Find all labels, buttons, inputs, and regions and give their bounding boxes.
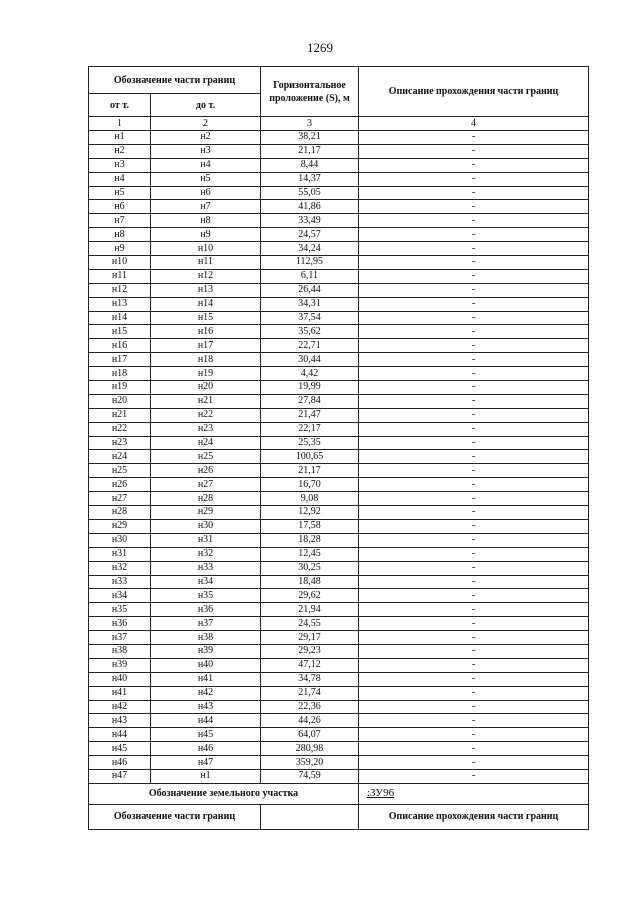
table-row [89, 728, 589, 742]
point-from: н14 [89, 311, 151, 325]
table-row [89, 325, 589, 339]
table-row [89, 478, 589, 492]
point-from: н30 [89, 533, 151, 547]
point-to: н27 [151, 478, 261, 492]
horizontal-distance: 41,86 [261, 200, 359, 214]
horizontal-distance: 29,23 [261, 644, 359, 658]
point-from: н22 [89, 422, 151, 436]
table-row [89, 533, 589, 547]
horizontal-distance: 112,95 [261, 256, 359, 270]
point-from: н33 [89, 575, 151, 589]
table-row [89, 381, 589, 395]
horizontal-distance: 25,35 [261, 436, 359, 450]
description: - [359, 478, 589, 492]
table-row [89, 186, 589, 200]
point-from: н13 [89, 297, 151, 311]
horizontal-distance: 47,12 [261, 658, 359, 672]
header-from: от т. [89, 94, 151, 117]
description: - [359, 131, 589, 145]
description: - [359, 283, 589, 297]
point-to: н19 [151, 367, 261, 381]
point-from: н24 [89, 450, 151, 464]
point-from: н31 [89, 547, 151, 561]
table-row [89, 172, 589, 186]
horizontal-distance: 21,74 [261, 686, 359, 700]
horizontal-distance: 12,92 [261, 506, 359, 520]
horizontal-distance: 16,70 [261, 478, 359, 492]
point-to: н7 [151, 200, 261, 214]
description: - [359, 256, 589, 270]
table-row [89, 144, 589, 158]
point-from: н39 [89, 658, 151, 672]
point-to: н10 [151, 242, 261, 256]
point-from: н20 [89, 394, 151, 408]
description: - [359, 658, 589, 672]
column-number: 1 [89, 117, 151, 131]
point-to: н45 [151, 728, 261, 742]
description: - [359, 450, 589, 464]
table-row [89, 575, 589, 589]
description: - [359, 408, 589, 422]
point-from: н28 [89, 506, 151, 520]
table-row [89, 158, 589, 172]
table-row [89, 464, 589, 478]
point-from: н15 [89, 325, 151, 339]
horizontal-distance: 34,24 [261, 242, 359, 256]
description: - [359, 533, 589, 547]
horizontal-distance: 38,21 [261, 131, 359, 145]
description: - [359, 325, 589, 339]
footer-description-label: Описание прохождения части границ [359, 804, 589, 829]
point-to: н24 [151, 436, 261, 450]
boundary-table [88, 66, 589, 830]
point-to: н37 [151, 617, 261, 631]
point-to: н34 [151, 575, 261, 589]
horizontal-distance: 30,44 [261, 353, 359, 367]
table-row [89, 367, 589, 381]
description: - [359, 644, 589, 658]
table-row [89, 589, 589, 603]
page-number: 1269 [307, 40, 333, 55]
description: - [359, 242, 589, 256]
horizontal-distance: 17,58 [261, 519, 359, 533]
horizontal-distance: 22,36 [261, 700, 359, 714]
point-from: н36 [89, 617, 151, 631]
point-to: н42 [151, 686, 261, 700]
point-to: н17 [151, 339, 261, 353]
point-to: н4 [151, 158, 261, 172]
horizontal-distance: 9,08 [261, 492, 359, 506]
horizontal-distance: 29,17 [261, 631, 359, 645]
table-row [89, 561, 589, 575]
point-from: н37 [89, 631, 151, 645]
footer-parcel-label: Обозначение земельного участка [89, 783, 359, 804]
horizontal-distance: 26,44 [261, 283, 359, 297]
table-row [89, 339, 589, 353]
description: - [359, 297, 589, 311]
point-from: н11 [89, 269, 151, 283]
point-to: н1 [151, 769, 261, 783]
header-to: до т. [151, 94, 261, 117]
footer-parcel-value [359, 783, 589, 804]
horizontal-distance: 21,94 [261, 603, 359, 617]
table-row [89, 658, 589, 672]
point-to: н28 [151, 492, 261, 506]
table-row [89, 450, 589, 464]
point-to: н44 [151, 714, 261, 728]
point-to: н16 [151, 325, 261, 339]
point-to: н2 [151, 131, 261, 145]
horizontal-distance: 24,55 [261, 617, 359, 631]
point-from: н16 [89, 339, 151, 353]
description: - [359, 394, 589, 408]
horizontal-distance: 22,71 [261, 339, 359, 353]
table-row [89, 603, 589, 617]
table-row [89, 742, 589, 756]
point-from: н7 [89, 214, 151, 228]
description: - [359, 269, 589, 283]
point-from: н10 [89, 256, 151, 270]
horizontal-distance: 18,48 [261, 575, 359, 589]
table-row [89, 492, 589, 506]
horizontal-distance: 12,45 [261, 547, 359, 561]
point-from: н25 [89, 464, 151, 478]
description: - [359, 575, 589, 589]
point-to: н43 [151, 700, 261, 714]
description: - [359, 144, 589, 158]
point-to: н36 [151, 603, 261, 617]
table-row [89, 700, 589, 714]
horizontal-distance: 19,99 [261, 381, 359, 395]
point-to: н12 [151, 269, 261, 283]
horizontal-distance: 21,17 [261, 144, 359, 158]
description: - [359, 436, 589, 450]
description: - [359, 186, 589, 200]
description: - [359, 672, 589, 686]
point-to: н20 [151, 381, 261, 395]
description: - [359, 728, 589, 742]
point-to: н11 [151, 256, 261, 270]
table-row [89, 311, 589, 325]
description: - [359, 172, 589, 186]
table-row [89, 617, 589, 631]
description: - [359, 603, 589, 617]
table-row [89, 631, 589, 645]
horizontal-distance: 34,31 [261, 297, 359, 311]
description: - [359, 464, 589, 478]
horizontal-distance: 22,17 [261, 422, 359, 436]
point-from: н45 [89, 742, 151, 756]
point-to: н13 [151, 283, 261, 297]
table-row [89, 714, 589, 728]
point-to: н31 [151, 533, 261, 547]
point-from: н47 [89, 769, 151, 783]
table-row [89, 228, 589, 242]
table-row [89, 297, 589, 311]
description: - [359, 769, 589, 783]
table-row [89, 269, 589, 283]
description: - [359, 367, 589, 381]
horizontal-distance: 33,49 [261, 214, 359, 228]
horizontal-distance: 24,57 [261, 228, 359, 242]
point-to: н9 [151, 228, 261, 242]
horizontal-distance: 359,20 [261, 756, 359, 770]
point-from: н19 [89, 381, 151, 395]
description: - [359, 617, 589, 631]
horizontal-distance: 8,44 [261, 158, 359, 172]
description: - [359, 214, 589, 228]
table-row [89, 214, 589, 228]
point-to: н40 [151, 658, 261, 672]
point-from: н23 [89, 436, 151, 450]
horizontal-distance: 44,26 [261, 714, 359, 728]
horizontal-distance: 35,62 [261, 325, 359, 339]
point-from: н42 [89, 700, 151, 714]
horizontal-distance: 280,98 [261, 742, 359, 756]
description: - [359, 506, 589, 520]
table-row [89, 353, 589, 367]
point-to: н6 [151, 186, 261, 200]
header-horizontal: Горизонтальное проложение (S), м [261, 67, 359, 117]
description: - [359, 547, 589, 561]
point-to: н15 [151, 311, 261, 325]
point-from: н35 [89, 603, 151, 617]
horizontal-distance: 30,25 [261, 561, 359, 575]
description: - [359, 353, 589, 367]
column-number: 2 [151, 117, 261, 131]
point-from: н40 [89, 672, 151, 686]
point-from: н32 [89, 561, 151, 575]
horizontal-distance: 55,05 [261, 186, 359, 200]
description: - [359, 700, 589, 714]
point-from: н38 [89, 644, 151, 658]
footer-parts-label: Обозначение части границ [89, 804, 261, 829]
horizontal-distance: 34,78 [261, 672, 359, 686]
table-row [89, 408, 589, 422]
point-from: н29 [89, 519, 151, 533]
point-from: н21 [89, 408, 151, 422]
horizontal-distance: 18,28 [261, 533, 359, 547]
table-row [89, 686, 589, 700]
point-to: н22 [151, 408, 261, 422]
point-from: н43 [89, 714, 151, 728]
horizontal-distance: 21,47 [261, 408, 359, 422]
point-to: н30 [151, 519, 261, 533]
horizontal-distance: 21,17 [261, 464, 359, 478]
point-to: н38 [151, 631, 261, 645]
point-from: н27 [89, 492, 151, 506]
point-to: н29 [151, 506, 261, 520]
point-to: н25 [151, 450, 261, 464]
table-row [89, 394, 589, 408]
table-row [89, 131, 589, 145]
header-description: Описание прохождения части границ [359, 67, 589, 117]
point-from: н44 [89, 728, 151, 742]
description: - [359, 742, 589, 756]
horizontal-distance: 14,37 [261, 172, 359, 186]
point-from: н4 [89, 172, 151, 186]
point-from: н1 [89, 131, 151, 145]
point-from: н5 [89, 186, 151, 200]
description: - [359, 311, 589, 325]
description: - [359, 714, 589, 728]
point-from: н17 [89, 353, 151, 367]
point-to: н14 [151, 297, 261, 311]
horizontal-distance: 4,42 [261, 367, 359, 381]
point-from: н6 [89, 200, 151, 214]
column-number: 3 [261, 117, 359, 131]
point-to: н18 [151, 353, 261, 367]
description: - [359, 228, 589, 242]
point-to: н41 [151, 672, 261, 686]
horizontal-distance: 37,54 [261, 311, 359, 325]
point-from: н26 [89, 478, 151, 492]
point-from: н2 [89, 144, 151, 158]
description: - [359, 422, 589, 436]
description: - [359, 158, 589, 172]
description: - [359, 519, 589, 533]
table-row [89, 672, 589, 686]
parcel-id: :ЗУ96 [367, 787, 395, 800]
point-to: н5 [151, 172, 261, 186]
point-to: н35 [151, 589, 261, 603]
point-to: н8 [151, 214, 261, 228]
horizontal-distance: 29,62 [261, 589, 359, 603]
point-from: н8 [89, 228, 151, 242]
description: - [359, 631, 589, 645]
horizontal-distance: 64,07 [261, 728, 359, 742]
table-row [89, 519, 589, 533]
description: - [359, 686, 589, 700]
point-to: н46 [151, 742, 261, 756]
header-parts: Обозначение части границ [89, 67, 261, 94]
point-from: н3 [89, 158, 151, 172]
point-to: н47 [151, 756, 261, 770]
point-to: н33 [151, 561, 261, 575]
point-to: н26 [151, 464, 261, 478]
horizontal-distance: 6,11 [261, 269, 359, 283]
footer-empty-cell [261, 804, 359, 829]
table-row [89, 200, 589, 214]
table-row [89, 422, 589, 436]
horizontal-distance: 27,84 [261, 394, 359, 408]
description: - [359, 589, 589, 603]
table-row [89, 756, 589, 770]
point-from: н18 [89, 367, 151, 381]
table-row [89, 506, 589, 520]
table-row [89, 644, 589, 658]
horizontal-distance: 100,65 [261, 450, 359, 464]
table-row [89, 242, 589, 256]
description: - [359, 561, 589, 575]
description: - [359, 756, 589, 770]
point-from: н9 [89, 242, 151, 256]
table-row [89, 256, 589, 270]
point-to: н21 [151, 394, 261, 408]
description: - [359, 339, 589, 353]
point-to: н39 [151, 644, 261, 658]
description: - [359, 492, 589, 506]
point-to: н32 [151, 547, 261, 561]
table-row [89, 283, 589, 297]
table-row [89, 436, 589, 450]
point-from: н34 [89, 589, 151, 603]
point-to: н3 [151, 144, 261, 158]
point-from: н46 [89, 756, 151, 770]
column-number: 4 [359, 117, 589, 131]
table-row [89, 547, 589, 561]
point-from: н12 [89, 283, 151, 297]
table-row [89, 769, 589, 783]
point-to: н23 [151, 422, 261, 436]
horizontal-distance: 74,59 [261, 769, 359, 783]
description: - [359, 200, 589, 214]
point-from: н41 [89, 686, 151, 700]
description: - [359, 381, 589, 395]
